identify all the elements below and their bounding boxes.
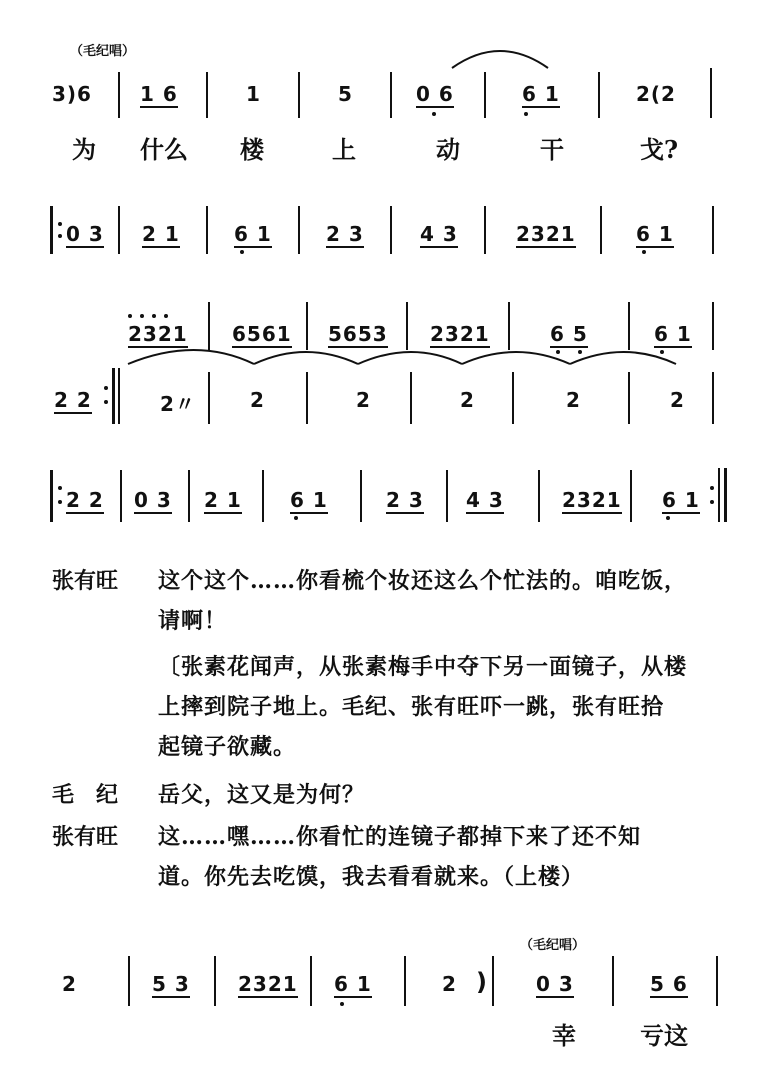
measure-note: 2(2 [636,82,676,106]
singer-header-1: （毛纪唱） [70,44,136,59]
upper-note: 2321 [430,322,490,346]
measure-note: 6 1 [522,82,560,106]
measure-note: 5 3 [152,972,190,996]
measure-note: 2 [62,972,77,996]
measure-note: 2 3 [386,488,424,512]
upper-note: 6 5 [550,322,588,346]
measure-note: 2321 [238,972,298,996]
measure-note: 2 [442,972,457,996]
stage-direction: 上摔到院子地上。毛纪、张有旺吓一跳，张有旺拾 [158,694,665,720]
lyric: 亏这 [640,1021,688,1050]
singer-header-2: （毛纪唱） [520,938,586,953]
bar-line [128,956,130,1006]
lower-note: 2 [670,388,685,412]
measure-note: 2321 [562,488,622,512]
measure-note: 0 6 [416,82,454,106]
measure-note: 6 1 [662,488,700,512]
measure-note: 6 1 [290,488,328,512]
bar-line [612,956,614,1006]
stage-direction: 〔张素花闻声，从张素梅手中夺下另一面镜子，从楼 [158,654,688,680]
upper-note: 6561 [232,322,292,346]
measure-note: 6 1 [636,222,674,246]
lyric: 动 [436,135,460,164]
lyric: 幸 [552,1021,576,1050]
bar-line [404,956,406,1006]
speaker-name: 张有旺 [52,824,119,850]
dialogue-line: 道。你先去吃馍，我去看看就来。（上楼） [158,864,585,890]
dialogue-line: 请啊！ [158,608,228,634]
lower-note: 2 [356,388,371,412]
bar-line [492,956,494,1006]
lyric: 上 [332,135,356,164]
lower-note: 2 2 [54,388,92,412]
measure-note: 4 3 [420,222,458,246]
measure-note: 0 3 [536,972,574,996]
measure-note: 0 3 [66,222,104,246]
measure-note: 2 1 [204,488,242,512]
bar-line [310,956,312,1006]
upper-note: 2321 [128,322,188,346]
dialogue-line: 岳父，这又是为何？ [158,782,366,808]
lower-note: 2〃 [160,392,196,416]
measure-note: 3)6 [52,82,92,106]
measure-note: 2 3 [326,222,364,246]
paren-glyph: ) [476,968,488,996]
measure-note: 4 3 [466,488,504,512]
measure-note: 6 1 [234,222,272,246]
measure-note: 0 3 [134,488,172,512]
measure-note: 2 2 [66,488,104,512]
dialogue-line: 这……嘿……你看忙的连镜子都掉下来了还不知 [158,824,642,850]
upper-note: 6 1 [654,322,692,346]
measure-note: 5 6 [650,972,688,996]
lyric: 戈? [640,135,679,164]
lower-note: 2 [250,388,265,412]
measure-note: 1 [246,82,261,106]
bar-line [214,956,216,1006]
measure-note: 1 6 [140,82,178,106]
speaker-name: 毛 纪 [52,782,119,808]
measure-note: 2321 [516,222,576,246]
measure-note: 6 1 [334,972,372,996]
octave-dot [340,1002,344,1006]
speaker-name: 张有旺 [52,568,119,594]
dialogue-line: 这个这个……你看梳个妆还这么个忙法的。咱吃饭， [158,568,688,594]
upper-note: 5653 [328,322,388,346]
bar-line [716,956,718,1006]
lower-note: 2 [460,388,475,412]
lyric: 什么 [140,135,188,164]
measure-note: 2 1 [142,222,180,246]
lyric: 干 [540,135,564,164]
lyric: 楼 [240,135,264,164]
stage-direction: 起镜子欲藏。 [158,734,297,760]
measure-note: 5 [338,82,353,106]
lyric: 为 [72,135,96,164]
lower-note: 2 [566,388,581,412]
